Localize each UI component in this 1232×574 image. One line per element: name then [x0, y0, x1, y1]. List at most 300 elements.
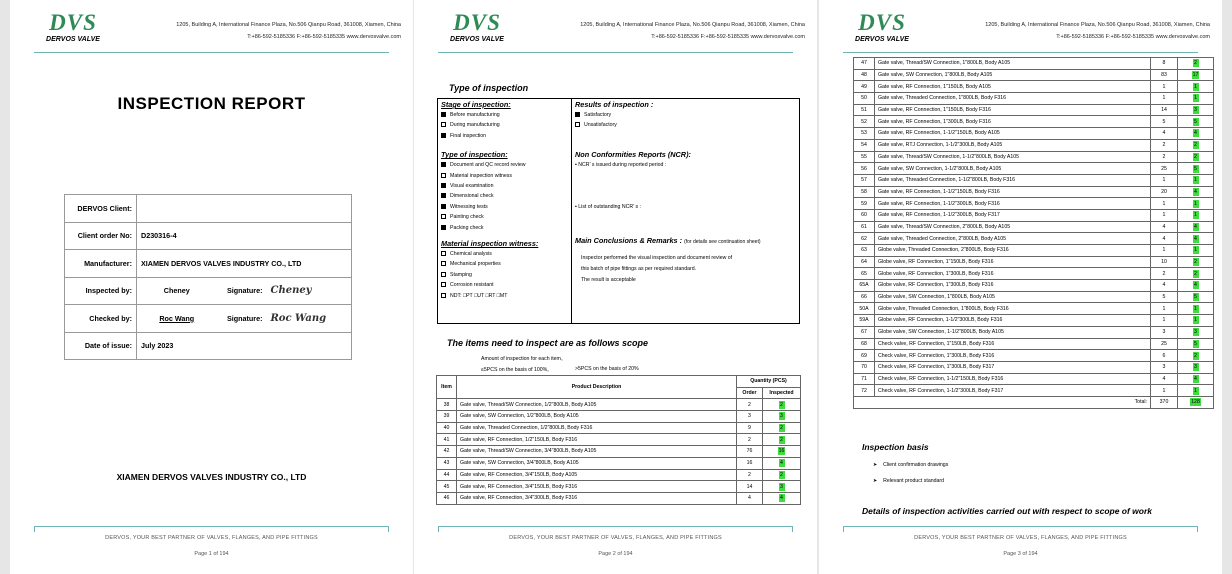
cell-order: 4 [1151, 221, 1178, 233]
cell-insp [1178, 209, 1214, 221]
checklist-label: Packing check [450, 224, 484, 231]
unchecked-box-icon [441, 272, 446, 277]
cell-order: 5 [1151, 116, 1178, 128]
cell-insp [1178, 174, 1214, 186]
header-rule [843, 52, 1198, 53]
inspected-highlight: 1 [1194, 247, 1197, 254]
date-value: July 2023 [137, 332, 352, 360]
inspected-highlight: 3 [780, 413, 783, 420]
checklist-label: Before manufacturing [450, 112, 500, 118]
cell-desc: Gate valve, RTJ Connection, 1-1/2"300LB, Body A105 [875, 139, 1151, 151]
cell-order: 1 [1151, 245, 1178, 257]
cell-insp [763, 434, 801, 446]
cell-desc: Check valve, RF Connection, 1-1/2"300LB, Body F317 [875, 385, 1151, 397]
cell-insp [1178, 58, 1214, 70]
cell-order: 1 [1151, 385, 1178, 397]
stage-list [441, 110, 569, 141]
cell-order: 1 [1151, 93, 1178, 105]
inspected-highlight: 2 [1194, 270, 1197, 277]
cell-item: 62 [854, 233, 875, 245]
checklist-item [441, 223, 569, 233]
cell-order: 20 [1151, 186, 1178, 198]
cell-desc: Globe valve, RF Connection, 1"150LB, Body F316 [875, 256, 1151, 268]
cell-desc: Gate valve, RF Connection, 1"150LB, Body F316 [875, 104, 1151, 116]
contact-line: T:+86-592-5185336 F:+86-592-5185335 www.dervosvalve.com [247, 34, 401, 40]
inspected-highlight: 17 [1192, 72, 1199, 79]
cell-insp [1178, 280, 1214, 292]
table-row [854, 198, 1214, 210]
cell-item: 51 [854, 104, 875, 116]
cell-insp [763, 492, 801, 504]
cell-desc: Gate valve, Threaded Connection, 1-1/2"800LB, Body F316 [875, 174, 1151, 186]
cell-order: 4 [1151, 373, 1178, 385]
basis-right: >5PCS on the basis of 20% [575, 366, 639, 372]
amount-note: Amount of inspection for each item。 [481, 356, 567, 362]
table-row [65, 332, 352, 360]
table-row [437, 481, 801, 493]
cell-order: 3 [1151, 326, 1178, 338]
contact-line: T:+86-592-5185336 F:+86-592-5185335 www.dervosvalve.com [1056, 34, 1210, 40]
address-line: 1205, Building A, International Finance Plaza, No.506 Qianpu Road, 361008, Xiamen, China [580, 22, 805, 28]
checklist-label: Stamping [450, 271, 472, 278]
inspected-highlight: 3 [1194, 364, 1197, 371]
checked-box-icon [441, 225, 446, 230]
cell-order: 2 [737, 434, 763, 446]
cell-desc: Gate valve, SW Connection, 1/2"800LB, Body A105 [457, 411, 737, 423]
cell-desc: Globe valve, RF Connection, 1"300LB, Body F316 [875, 268, 1151, 280]
inspected-highlight: 4 [780, 460, 783, 467]
witness-list [441, 249, 569, 301]
cell-insp [1178, 186, 1214, 198]
inspected-highlight: 1 [1194, 317, 1197, 324]
checked-box-icon [441, 133, 446, 138]
table-row [854, 315, 1214, 327]
logo-subtitle: DERVOS VALVE [855, 36, 909, 43]
cell-item: 40 [437, 422, 457, 434]
inspected-highlight: 3 [780, 483, 783, 490]
cell-item: 50A [854, 303, 875, 315]
cell-item: 49 [854, 81, 875, 93]
date-label: Date of issue: [65, 332, 137, 360]
inspected-highlight: 3 [1194, 107, 1197, 114]
table-row [854, 81, 1214, 93]
inspected-highlight: 4 [780, 495, 783, 502]
page-header [10, 0, 413, 60]
cell-order: 9 [737, 422, 763, 434]
inspected-highlight: 1 [1194, 177, 1197, 184]
table-row [437, 469, 801, 481]
checked-label: Checked by: [65, 305, 137, 333]
table-row [854, 69, 1214, 81]
cell-order: 2 [1151, 268, 1178, 280]
inspected-label: Inspected by: [65, 277, 137, 305]
report-info-table [64, 194, 352, 360]
table-row [854, 93, 1214, 105]
cell-desc: Gate valve, RF Connection, 1-1/2"150LB, Body A105 [875, 128, 1151, 140]
cell-item: 41 [437, 434, 457, 446]
cell-insp [1178, 291, 1214, 303]
cell-order: 1 [1151, 81, 1178, 93]
cell-item: 64 [854, 256, 875, 268]
table-row [854, 128, 1214, 140]
inspected-highlight: 5 [1194, 294, 1197, 301]
cell-item: 60 [854, 209, 875, 221]
cell-order: 10 [1151, 256, 1178, 268]
footer-rule [34, 526, 389, 532]
cell-desc: Gate valve, RF Connection, 1-1/2"300LB, Body F316 [875, 198, 1151, 210]
cell-order: 1 [1151, 198, 1178, 210]
cell-item: 42 [437, 446, 457, 458]
checklist-label: NDT: □PT □UT □RT □MT [450, 292, 508, 299]
cell-desc: Check valve, RF Connection, 1"300LB, Body F316 [875, 350, 1151, 362]
cell-order: 1 [1151, 209, 1178, 221]
cell-order: 1 [1151, 315, 1178, 327]
inspected-highlight: 1 [1194, 387, 1197, 394]
inspected-highlight: 5 [1194, 340, 1197, 347]
table-row [65, 277, 352, 305]
cell-order: 14 [1151, 104, 1178, 116]
results-list [575, 110, 797, 131]
table-row [437, 399, 801, 411]
table-row [854, 280, 1214, 292]
conclusions-text [575, 253, 797, 286]
manufacturer-value: XIAMEN DERVOS VALVES INDUSTRY CO., LTD [137, 250, 352, 278]
checklist-item [441, 280, 569, 290]
checked-value: Roc Wang [137, 305, 217, 333]
ncr-outstanding-text: List of outstanding NCR’ s : [578, 203, 641, 210]
type-heading: Type of inspection: [441, 150, 508, 160]
scope-table [436, 375, 801, 505]
unchecked-box-icon [441, 214, 446, 219]
checked-signature: Roc Wang [267, 305, 352, 333]
cell-desc: Globe valve, SW Connection, 1"800LB, Body A105 [875, 291, 1151, 303]
table-row [854, 256, 1214, 268]
left-column [441, 100, 569, 301]
footer-tagline: DERVOS, YOUR BEST PARTNER OF VALVES, FLANGES, AND PIPE FITTINGS [509, 535, 722, 541]
table-row [437, 422, 801, 434]
cell-desc: Gate valve, RF Connection, 1-1/2"150LB, Body F316 [875, 186, 1151, 198]
table-row [854, 163, 1214, 175]
inspected-highlight: 2 [1194, 60, 1197, 67]
scope-table-continued [853, 57, 1214, 409]
cell-insp [763, 399, 801, 411]
cell-order: 25 [1151, 163, 1178, 175]
table-row [437, 446, 801, 458]
scope-title: The items need to inspect are as follows scope [447, 338, 649, 348]
cell-item: 55 [854, 151, 875, 163]
cell-item: 44 [437, 469, 457, 481]
table-row [854, 221, 1214, 233]
inspected-highlight: 5 [1194, 165, 1197, 172]
cell-order: 3 [1151, 361, 1178, 373]
cell-insp [1178, 373, 1214, 385]
basis-left: ≤5PCS on the basis of 100%。 [481, 367, 553, 373]
cell-insp [1178, 128, 1214, 140]
cell-insp [1178, 315, 1214, 327]
cell-order: 5 [1151, 291, 1178, 303]
cell-insp [1178, 139, 1214, 151]
cell-insp [1178, 233, 1214, 245]
table-row [65, 222, 352, 250]
unchecked-box-icon [441, 251, 446, 256]
cell-desc: Gate valve, RF Connection, 3/4"150LB, Body A105 [457, 469, 737, 481]
total-row [854, 396, 1214, 408]
cell-insp [1178, 116, 1214, 128]
checklist-label: Material inspection witness [450, 172, 512, 179]
cell-insp [1178, 151, 1214, 163]
company-logo [851, 12, 913, 43]
inspected-signature: Cheney [267, 277, 352, 305]
table-row [65, 250, 352, 278]
header-rule [34, 52, 389, 53]
cell-item: 45 [437, 481, 457, 493]
cell-order: 4 [737, 492, 763, 504]
checklist-item [441, 249, 569, 259]
table-row [854, 174, 1214, 186]
checklist-item [441, 291, 569, 301]
company-logo [446, 12, 508, 43]
checklist-item [441, 191, 569, 201]
cell-insp [1178, 104, 1214, 116]
page-header [414, 0, 817, 60]
table-row [65, 305, 352, 333]
inspected-highlight: 2 [1194, 352, 1197, 359]
checklist-label: During manufacturing [450, 122, 500, 129]
checklist-label: Dimensional check [450, 193, 494, 200]
manufacturer-label: Manufacturer: [65, 250, 137, 278]
table-row [854, 291, 1214, 303]
cell-insp [1178, 245, 1214, 257]
signature-label: Signature: [217, 305, 267, 333]
cell-item: 63 [854, 245, 875, 257]
cell-item: 48 [854, 69, 875, 81]
inspected-highlight: 2 [780, 436, 783, 443]
inspected-highlight: 1 [1194, 305, 1197, 312]
cell-order: 2 [737, 469, 763, 481]
inspected-highlight: 2 [780, 471, 783, 478]
cell-desc: Check valve, RF Connection, 1"300LB, Body F317 [875, 361, 1151, 373]
page-1 [10, 0, 413, 574]
column-divider [571, 99, 572, 323]
page-2 [414, 0, 817, 574]
cell-item: 57 [854, 174, 875, 186]
inspection-summary-box [437, 98, 800, 324]
type-list [441, 160, 569, 233]
table-row [854, 139, 1214, 151]
table-row [854, 186, 1214, 198]
inspected-highlight: 2 [1194, 259, 1197, 266]
witness-heading: Material inspection witness: [441, 239, 539, 249]
checked-box-icon [441, 183, 446, 188]
inspected-highlight: 4 [1194, 130, 1197, 137]
checklist-label: Chemical analysis [450, 251, 492, 258]
inspected-highlight: 4 [1194, 188, 1197, 195]
cell-desc: Globe valve, SW Connection, 1-1/2"800LB, Body A105 [875, 326, 1151, 338]
address-line: 1205, Building A, International Finance Plaza, No.506 Qianpu Road, 361008, Xiamen, China [985, 22, 1210, 28]
table-row [854, 233, 1214, 245]
checklist-item [441, 110, 569, 120]
cell-item: 52 [854, 116, 875, 128]
cell-order: 8 [1151, 58, 1178, 70]
cell-item: 65 [854, 268, 875, 280]
table-row [854, 326, 1214, 338]
table-row [854, 151, 1214, 163]
total-inspected [1178, 396, 1214, 408]
checklist-label: Document and QC record review [450, 162, 526, 169]
inspected-highlight: 1 [1194, 95, 1197, 102]
checklist-item [441, 259, 569, 269]
cell-item: 66 [854, 291, 875, 303]
table-row [854, 303, 1214, 315]
cell-desc: Gate valve, Thread/SW Connection, 1/2"800LB, Body A105 [457, 399, 737, 411]
table-row [854, 245, 1214, 257]
cell-desc: Gate valve, Thread/SW Connection, 1"800LB, Body A105 [875, 58, 1151, 70]
contact-line: T:+86-592-5185336 F:+86-592-5185335 www.dervosvalve.com [651, 34, 805, 40]
cell-insp [763, 411, 801, 423]
checklist-item [441, 181, 569, 191]
checked-box-icon [575, 112, 580, 117]
cell-desc: Gate valve, RF Connection, 3/4"300LB, Body F316 [457, 492, 737, 504]
checklist-label: Corrosion resistant [450, 282, 494, 289]
checklist-label: Witnessing tests [450, 203, 488, 210]
cell-desc: Gate valve, SW Connection, 3/4"800LB, Body A105 [457, 457, 737, 469]
conclusions-heading-text: Main Conclusions & Remarks : [575, 236, 683, 246]
client-value [137, 195, 352, 223]
address-line: 1205, Building A, International Finance Plaza, No.506 Qianpu Road, 361008, Xiamen, China [176, 22, 401, 28]
cell-insp [763, 446, 801, 458]
checked-box-icon [441, 204, 446, 209]
signature-label: Signature: [217, 277, 267, 305]
cell-insp [1178, 69, 1214, 81]
cell-desc: Globe valve, Threaded Connection, 1"800LB, Body F316 [875, 303, 1151, 315]
col-item: Item [437, 376, 457, 399]
cell-item: 50 [854, 93, 875, 105]
ncr-issued: ▪ NCR’ s issued during reported period : [575, 162, 667, 169]
stage-heading: Stage of inspection: [441, 100, 511, 109]
cell-item: 46 [437, 492, 457, 504]
cell-desc: Gate valve, Thread/SW Connection, 3/4"800LB, Body A105 [457, 446, 737, 458]
checklist-item [441, 202, 569, 212]
inspected-highlight: 1 [1194, 212, 1197, 219]
company-logo [42, 12, 104, 43]
checklist-item [441, 270, 569, 280]
total-order: 370 [1151, 396, 1178, 408]
cell-order: 1 [1151, 303, 1178, 315]
table-row [437, 411, 801, 423]
page-header [819, 0, 1222, 60]
cell-insp [1178, 198, 1214, 210]
footer-tagline: DERVOS, YOUR BEST PARTNER OF VALVES, FLANGES, AND PIPE FITTINGS [105, 535, 318, 541]
cell-order: 6 [1151, 350, 1178, 362]
order-label: Client order No: [65, 222, 137, 250]
unchecked-box-icon [441, 173, 446, 178]
col-qty: Quantity (PCS) [737, 376, 801, 388]
logo-subtitle: DERVOS VALVE [46, 36, 100, 43]
inspected-highlight: 2 [1194, 153, 1197, 160]
cell-insp [1178, 385, 1214, 397]
header-address [580, 19, 805, 43]
checklist-item [575, 120, 797, 130]
inspected-highlight: 4 [1194, 375, 1197, 382]
cell-desc: Gate valve, Threaded Connection, 2"800LB, Body A105 [875, 233, 1151, 245]
basis-item: ➤ Client confirmation drawings [873, 462, 949, 468]
cell-desc: Globe valve, RF Connection, 1-1/2"300LB, Body F316 [875, 315, 1151, 327]
inspected-highlight: 1 [1194, 83, 1197, 90]
header-address [985, 19, 1210, 43]
cell-desc: Gate valve, Thread/SW Connection, 1-1/2"800LB, Body A105 [875, 151, 1151, 163]
cell-insp [1178, 256, 1214, 268]
cell-desc: Gate valve, RF Connection, 3/4"150LB, Body F316 [457, 481, 737, 493]
logo-subtitle: DERVOS VALVE [450, 36, 504, 43]
conclusion-line: Inspector performed the visual inspection and document review of [581, 255, 733, 262]
cell-item: 68 [854, 338, 875, 350]
cell-order: 16 [737, 457, 763, 469]
cell-desc: Gate valve, RF Connection, 1"300LB, Body F316 [875, 116, 1151, 128]
cell-insp [1178, 93, 1214, 105]
conclusion-line: The result is acceptable [581, 277, 636, 284]
cell-desc: Gate valve, RF Connection, 1/2"150LB, Body F316 [457, 434, 737, 446]
basis-title: Inspection basis [862, 442, 929, 452]
inspected-highlight: 2 [780, 401, 783, 408]
checklist-label: Satisfactory [584, 112, 612, 118]
checklist-label: Mechanical properties [450, 261, 501, 268]
cell-desc: Gate valve, SW Connection, 1-1/2"800LB, Body A105 [875, 163, 1151, 175]
cell-insp [1178, 221, 1214, 233]
cell-insp [1178, 268, 1214, 280]
table-row [854, 104, 1214, 116]
ncr-issued-text: NCR’ s issued during reported period : [578, 162, 667, 169]
checked-box-icon [441, 112, 446, 117]
cell-item: 54 [854, 139, 875, 151]
cell-item: 61 [854, 221, 875, 233]
cell-order: 4 [1151, 233, 1178, 245]
conclusions-heading [575, 236, 797, 247]
cell-insp [763, 469, 801, 481]
cell-order: 2 [1151, 151, 1178, 163]
cell-order: 2 [737, 399, 763, 411]
basis-item-text: Relevant product standard [883, 478, 944, 484]
table-row [854, 350, 1214, 362]
table-row [437, 434, 801, 446]
cell-item: 56 [854, 163, 875, 175]
logo-mark: DVS [453, 10, 501, 35]
cell-desc: Gate valve, Threaded Connection, 1"800LB, Body F316 [875, 93, 1151, 105]
cell-insp [1178, 163, 1214, 175]
inspected-highlight: 1 [1194, 200, 1197, 207]
table-header-row [437, 376, 801, 388]
table-row [854, 268, 1214, 280]
report-title: INSPECTION REPORT [117, 94, 306, 113]
cell-desc: Gate valve, RF Connection, 1"150LB, Body A105 [875, 81, 1151, 93]
results-heading: Results of inspection : [575, 100, 654, 109]
checklist-label: Visual examination [450, 183, 494, 190]
conclusion-line: this batch of pipe fittings as per required standard. [581, 266, 697, 273]
unchecked-box-icon [441, 282, 446, 287]
cell-order: 14 [737, 481, 763, 493]
basis-item: ➤ Relevant product standard [873, 478, 944, 484]
cell-item: 65A [854, 280, 875, 292]
cell-desc: Globe valve, RF Connection, 1"300LB, Body F316 [875, 280, 1151, 292]
details-title: Details of inspection activities carried out with respect to scope of work [862, 506, 1153, 516]
page-number: Page 3 of 194 [1003, 551, 1038, 557]
cell-insp [1178, 326, 1214, 338]
cell-order: 1 [1151, 174, 1178, 186]
page-number: Page 2 of 194 [598, 551, 633, 557]
right-column [575, 100, 797, 286]
header-address [176, 19, 401, 43]
checklist-item [441, 212, 569, 222]
cell-insp [1178, 303, 1214, 315]
